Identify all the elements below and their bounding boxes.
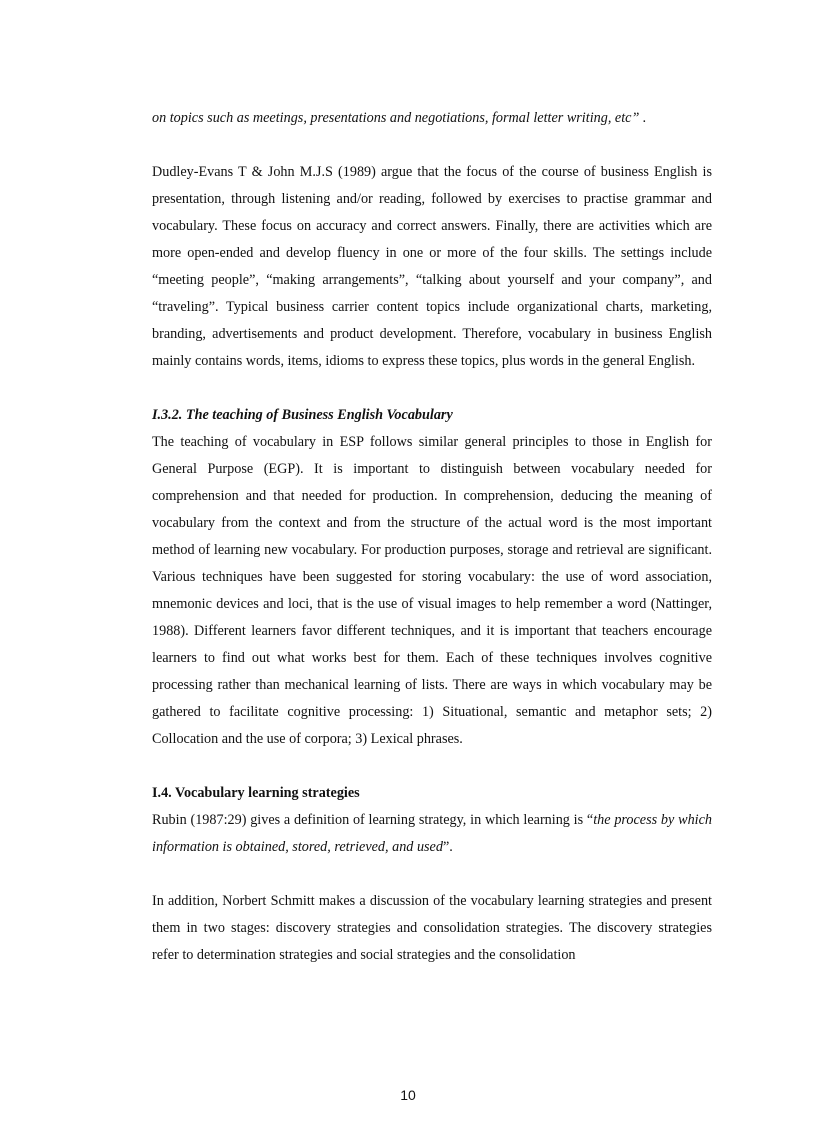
intro-line bbox=[152, 105, 712, 132]
page-number: 10 bbox=[400, 1087, 416, 1103]
paragraph-learning-strategy-definition bbox=[152, 807, 712, 861]
paragraph-teaching-vocabulary: The teaching of vocabulary in ESP follows similar general principles to those in English for General Purpose (EGP). It is important to distinguish between vocabulary needed for comprehension and that needed for production. In comprehension, deducing the meaning of vocabulary from the context and from the structure of the actual word is the most important method of learning new vocabulary. For production purposes, storage and retrieval are significant. Various techniques have been suggested for storing vocabulary: the use of word association, mnemonic devices and loci, that is the use of visual images to help remember a word (Nattinger, 1988). Different learners favor different techniques, and it is important that teachers encourage learners to find out what works best for them. Each of these techniques involves cognitive processing rather than mechanical learning of lists. There are ways in which vocabulary may be gathered to facilitate cognitive processing: 1) Situational, semantic and metaphor sets; 2) Collocation and the use of corpora; 3) Lexical phrases. bbox=[152, 434, 712, 747]
spacer bbox=[152, 132, 712, 159]
definition-lead: Rubin (1987:29) gives a definition of learning strategy, in which learning is “ bbox=[152, 812, 594, 828]
definition-tail: ”. bbox=[442, 839, 453, 855]
section-heading-1-3-2: I.3.2. The teaching of Business English Vocabulary bbox=[152, 407, 453, 423]
section-heading-1-4: I.4. Vocabulary learning strategies bbox=[152, 785, 360, 801]
spacer bbox=[152, 375, 712, 402]
document-body bbox=[152, 105, 712, 969]
spacer bbox=[152, 753, 712, 780]
spacer bbox=[152, 861, 712, 888]
paragraph-schmitt-strategies: In addition, Norbert Schmitt makes a discussion of the vocabulary learning strategies and present them in two stages: discovery strategies and consolidation strategies. The discovery strategies refer to determination strategies and social strategies and the consolidation bbox=[152, 893, 712, 963]
intro-line-text: on topics such as meetings, presentations and negotiations, formal letter writing, etc” . bbox=[152, 110, 647, 126]
paragraph-business-english-focus: Dudley-Evans T & John M.J.S (1989) argue that the focus of the course of business English is presentation, through listening and/or reading, followed by exercises to practise grammar and vocabulary. These focus on accuracy and correct answers. Finally, there are activities which are more open-ended and develop fluency in one or more of the four skills. The settings include “meeting people”, “making arrangements”, “talking about yourself and your company”, and “traveling”. Typical business carrier content topics include organizational charts, marketing, branding, advertisements and product development. Therefore, vocabulary in business English mainly contains words, items, idioms to express these topics, plus words in the general English. bbox=[152, 164, 712, 369]
definition-quote: the process by which information is obtained, stored, retrieved, and used bbox=[152, 812, 712, 855]
